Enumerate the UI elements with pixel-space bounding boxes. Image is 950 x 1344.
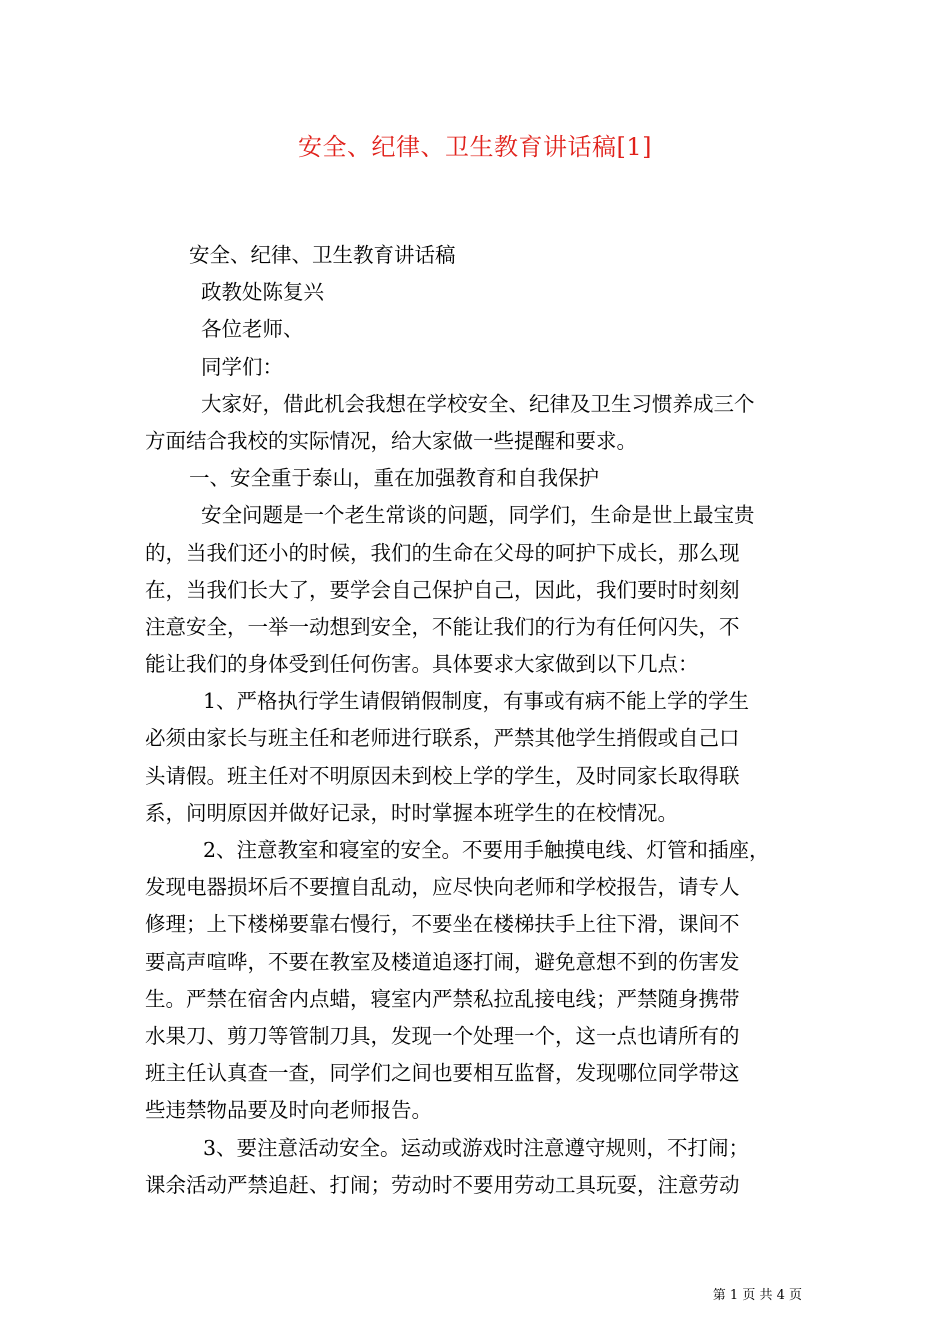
salutation-line: 各位老师、	[201, 317, 304, 342]
paragraph-line: 修理；上下楼梯要靠右慢行，不要坐在楼梯扶手上往下滑，课间不	[145, 912, 740, 937]
paragraph-line: 在，当我们长大了，要学会自己保护自己，因此，我们要时时刻刻	[145, 577, 740, 602]
paragraph-line: 的，当我们还小的时候，我们的生命在父母的呵护下成长，那么现	[145, 540, 740, 565]
page-number: 第 1 页 共 4 页	[712, 1288, 802, 1303]
paragraph-line: 能让我们的身体受到任何伤害。具体要求大家做到以下几点：	[145, 652, 699, 677]
speaker-line: 政教处陈复兴	[201, 280, 324, 305]
document-title: 安全、纪律、卫生教育讲话稿[1]	[298, 133, 652, 161]
paragraph-line: 水果刀、剪刀等管制刀具，发现一个处理一个，这一点也请所有的	[145, 1023, 740, 1048]
paragraph-line: 班主任认真查一查，同学们之间也要相互监督，发现哪位同学带这	[145, 1061, 740, 1086]
paragraph-line: 发现电器损坏后不要擅自乱动，应尽快向老师和学校报告，请专人	[145, 875, 740, 900]
paragraph-line: 课余活动严禁追赶、打闹；劳动时不要用劳动工具玩耍，注意劳动	[145, 1172, 740, 1197]
paragraph-line: 3、要注意活动安全。运动或游戏时注意遵守规则，不打闹；	[203, 1135, 750, 1160]
paragraph-line: 要高声喧哗，不要在教室及楼道追逐打闹，避免意想不到的伤害发	[145, 949, 740, 974]
salutation-line: 同学们：	[201, 354, 283, 379]
paragraph-line: 生。严禁在宿舍内点蜡，寝室内严禁私拉乱接电线；严禁随身携带	[145, 986, 740, 1011]
paragraph-line: 安全问题是一个老生常谈的问题，同学们，生命是世上最宝贵	[201, 503, 755, 528]
paragraph-line: 2、注意教室和寝室的安全。不要用手触摸电线、灯管和插座，	[203, 838, 770, 862]
paragraph-line: 注意安全，一举一动想到安全，不能让我们的行为有任何闪失，不	[145, 614, 740, 639]
paragraph-line: 1、严格执行学生请假销假制度，有事或有病不能上学的学生	[203, 689, 750, 714]
paragraph-line: 系，问明原因并做好记录，时时掌握本班学生的在校情况。	[145, 800, 678, 825]
paragraph-line: 头请假。班主任对不明原因未到校上学的学生，及时同家长取得联	[145, 763, 740, 788]
section-heading: 一、安全重于泰山，重在加强教育和自我保护	[189, 466, 599, 491]
paragraph-line: 方面结合我校的实际情况，给大家做一些提醒和要求。	[145, 428, 637, 453]
paragraph-line: 大家好，借此机会我想在学校安全、纪律及卫生习惯养成三个	[201, 391, 755, 416]
paragraph-line: 必须由家长与班主任和老师进行联系，严禁其他学生捎假或自己口	[145, 726, 740, 751]
document-body	[145, 237, 810, 1204]
speech-heading: 安全、纪律、卫生教育讲话稿	[189, 243, 456, 267]
paragraph-line: 些违禁物品要及时向老师报告。	[145, 1098, 432, 1123]
